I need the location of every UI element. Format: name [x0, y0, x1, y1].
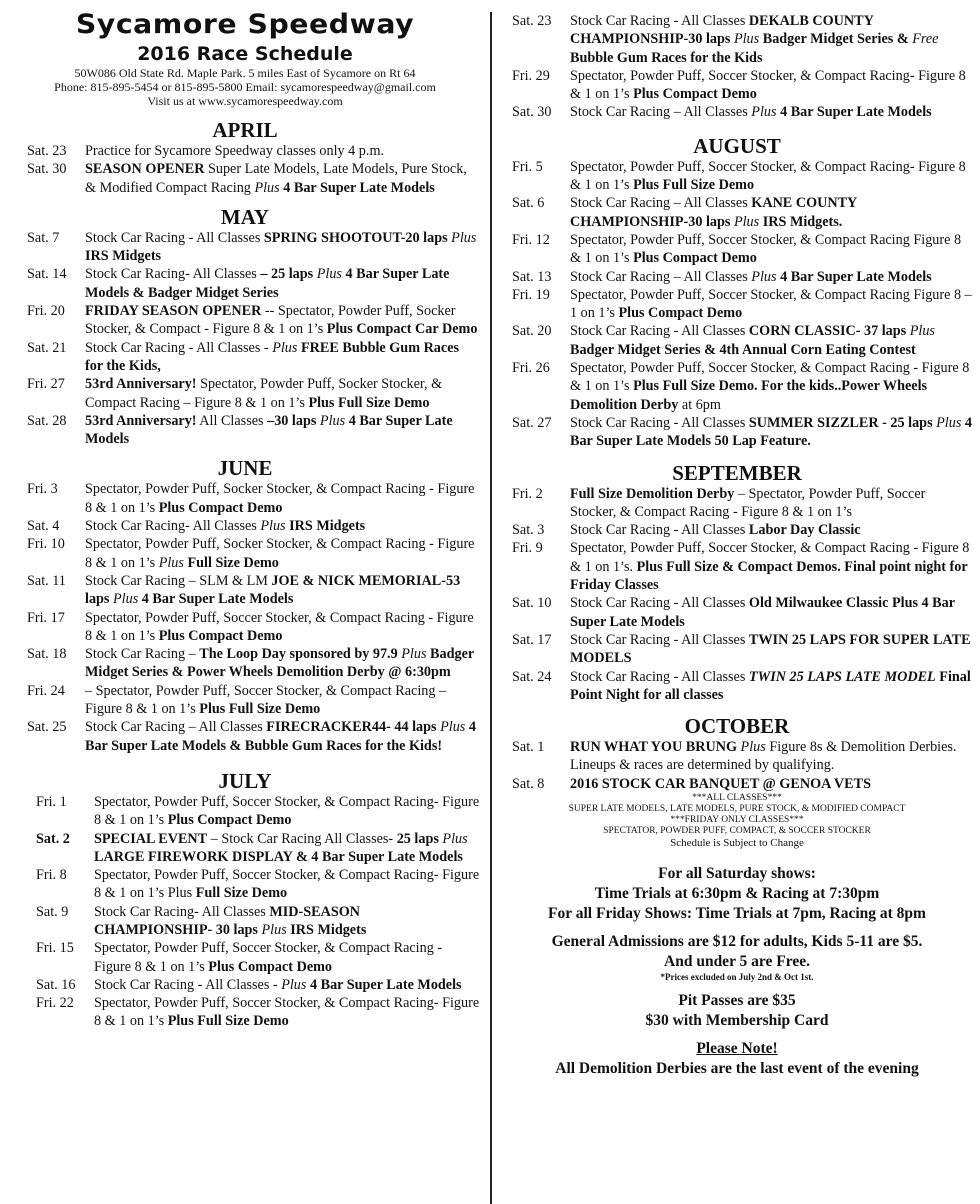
event-description	[85, 229, 490, 266]
event-text-segment: IRS Midgets	[85, 248, 162, 265]
event-row	[494, 103, 980, 121]
event-text-segment: Plus	[733, 31, 760, 48]
event-description	[570, 67, 980, 104]
event-text-segment: Plus	[254, 179, 280, 196]
event-text-segment: Plus	[319, 412, 346, 429]
event-row	[494, 12, 980, 67]
event-text-segment: Spectator, Powder Puff, Soccer Stocker, & Compact Racing- Figure 8 & 1 on 1’s Plus	[94, 867, 480, 902]
event-text-segment: Plus	[751, 268, 777, 285]
event-date: Sat. 11	[27, 572, 66, 589]
event-date: Fri. 10	[27, 536, 65, 553]
month-heading-july: JULY	[218, 768, 272, 793]
event-row	[0, 645, 490, 682]
event-row	[0, 609, 490, 646]
event-text-segment: Spectator, Powder Puff, Soccer Stocker, & Compact Racing - Figure 8 & 1 on 1’s	[94, 940, 443, 975]
friday-times: For all Friday Shows: Time Trials at 7pm, Racing at 8pm	[548, 904, 926, 922]
event-date: Fri. 2	[512, 485, 543, 502]
month-heading-august: AUGUST	[693, 133, 781, 158]
event-text-segment: Stock Car Racing - All Classes -	[85, 339, 273, 356]
event-text-segment: Stock Car Racing - All Classes	[85, 229, 264, 246]
event-description	[570, 322, 980, 359]
event-text-segment: Full Size Demo	[183, 554, 279, 571]
event-date: Sat. 23	[512, 13, 552, 29]
event-row	[494, 286, 980, 323]
event-text-segment: 4 Bar Super Late Models	[306, 976, 462, 993]
event-date: Fri. 19	[512, 286, 550, 303]
event-date: Sat. 16	[36, 976, 76, 993]
event-text-segment: – Stock Car Racing All Classes-	[207, 830, 397, 847]
event-text-segment: 4 Bar Super Late Models & Bubble Gum Races for the Kids!	[85, 719, 476, 754]
event-row	[494, 268, 980, 286]
event-text-segment: Spectator, Powder Puff, Soccer Stocker, & Compact Racing- Figure 8 & 1 on 1’s	[570, 158, 966, 194]
page-title: Sycamore Speedway	[75, 9, 415, 40]
month-heading-october: OCTOBER	[684, 714, 790, 739]
event-text-segment: Figure 8s & Demolition Derbies. Lineups & races are determined by qualifying.	[570, 739, 957, 774]
event-row	[0, 142, 490, 160]
event-row	[494, 521, 980, 539]
event-description	[570, 158, 980, 195]
month-heading-september: SEPTEMBER	[672, 460, 802, 485]
event-date: Sat. 18	[27, 646, 67, 663]
event-text-segment: Full Size Demo	[195, 885, 288, 902]
event-text-segment: MID-SEASON CHAMPIONSHIP- 30 laps	[94, 903, 361, 938]
event-text-segment: –30 laps	[267, 412, 320, 429]
event-description	[85, 718, 490, 755]
event-text-segment: Spectator, Powder Puff, Soccer Stocker, & Compact Racing- Figure 8 & 1 on 1’s	[94, 793, 480, 829]
event-text-segment: FRIDAY SEASON OPENER	[85, 303, 262, 320]
event-row	[0, 375, 490, 412]
event-date: Sat. 9	[36, 903, 69, 920]
event-description	[570, 775, 980, 793]
event-text-segment: Spectator, Powder Puff, Soccer Stocker, & Compact Racing Figure 8 – 1 on 1’s	[570, 286, 972, 322]
event-row	[494, 67, 980, 104]
event-date: Sat. 7	[27, 229, 60, 246]
event-row	[494, 738, 980, 775]
event-text-segment: Bubble Gum Races for the Kids	[570, 49, 763, 66]
event-date: Fri. 26	[512, 360, 550, 377]
event-text-segment: Plus Full Size Demo	[633, 177, 755, 194]
event-text-segment: SPECIAL EVENT	[94, 830, 208, 847]
event-description	[85, 480, 490, 517]
event-description	[94, 976, 490, 994]
event-text-segment: Stock Car Racing - All Classes	[570, 631, 749, 648]
friday-classes-list: SPECTATOR, POWDER PUFF, COMPACT, & SOCCER STOCKER	[603, 825, 871, 836]
month-heading-april: APRIL	[212, 118, 278, 142]
right-column	[494, 0, 980, 1079]
event-list-april	[0, 142, 490, 197]
event-text-segment: Plus	[440, 719, 466, 736]
event-text-segment: RUN WHAT YOU BRUNG	[570, 739, 741, 756]
event-text-segment: – Spectator, Powder Puff, Soccer Stocker, & Compact Racing - Figure 8 & 1 on 1’s	[570, 485, 926, 520]
event-description	[85, 375, 490, 412]
event-row	[0, 480, 490, 517]
event-text-segment: Spectator, Powder Puff, Soccer Stocker, & Compact Racing Figure 8 & 1 on 1’s	[570, 231, 962, 267]
demolition-derby-note: All Demolition Derbies are the last event of the evening	[555, 1059, 919, 1077]
event-text-segment: Plus	[113, 591, 139, 608]
event-text-segment: Plus	[751, 104, 777, 121]
month-heading-may: MAY	[220, 204, 270, 229]
event-text-segment: Plus Full Size & Compact Demos. Final point night for Friday Classes	[570, 558, 968, 594]
event-text-segment: Plus Compact Demo	[208, 958, 333, 975]
event-text-segment: FREE Bubble Gum Races for the Kids,	[85, 339, 460, 374]
event-row	[0, 903, 490, 940]
event-text-segment: Plus	[158, 554, 184, 571]
friday-classes-heading: ***FRIDAY ONLY CLASSES***	[670, 814, 804, 825]
event-description	[570, 231, 980, 268]
event-text-segment: The Loop Day sponsored by 97.9	[199, 646, 402, 663]
event-list-july-continued	[494, 12, 980, 122]
event-date: Sat. 3	[512, 522, 545, 539]
event-text-segment: LARGE FIREWORK DISPLAY & 4 Bar Super Late Models	[94, 848, 463, 865]
event-text-segment: Plus	[451, 229, 477, 246]
event-text-segment: CORN CLASSIC- 37 laps	[748, 323, 910, 340]
event-text-segment: Stock Car Racing – All Classes	[85, 719, 267, 736]
event-description	[570, 521, 980, 539]
event-text-segment: Stock Car Racing - All Classes	[570, 522, 749, 539]
event-text-segment: 4 Bar Super Late Models & Badger Midget Series	[85, 266, 450, 301]
event-list-august	[494, 158, 980, 451]
event-date: Sat. 24	[512, 668, 552, 685]
event-description	[94, 903, 490, 940]
schedule-disclaimer: Schedule is Subject to Change	[670, 836, 804, 849]
event-text-segment: Plus	[316, 266, 342, 283]
event-text-segment: Plus	[740, 739, 766, 756]
event-description	[94, 939, 490, 976]
event-description	[94, 830, 490, 867]
event-text-segment: SUMMER SIZZLER - 25 laps	[748, 414, 937, 431]
event-text-segment: – 25 laps	[260, 266, 317, 283]
event-text-segment: IRS Midgets.	[759, 213, 843, 230]
event-text-segment: 4 Bar Super Late Models	[776, 268, 932, 285]
event-date: Sat. 1	[512, 739, 545, 756]
event-text-segment: Stock Car Racing - All Classes	[570, 323, 749, 340]
event-text-segment: Plus	[272, 339, 298, 356]
event-date: Fri. 1	[36, 793, 67, 810]
event-list-june	[0, 480, 490, 754]
event-description	[570, 103, 980, 121]
event-date: Sat. 6	[512, 195, 545, 212]
event-text-segment: Old Milwaukee Classic Plus 4 Bar Super Late Models	[570, 595, 955, 630]
event-text-segment: Plus Compact Demo	[158, 499, 283, 516]
event-description	[85, 160, 490, 197]
event-text-segment: DEKALB COUNTY CHAMPIONSHIP-30 laps	[570, 13, 874, 48]
event-text-segment: Super Late Models, Late Models, Pure Stock, & Modified Compact Racing	[85, 161, 467, 196]
event-text-segment: 4 Bar Super Late Models	[279, 179, 435, 196]
event-text-segment: -- Spectator, Powder Puff, Socker Stocker, & Compact - Figure 8 & 1 on 1’s	[85, 303, 456, 338]
admission-under-5: And under 5 are Free.	[664, 952, 810, 970]
event-text-segment: KANE COUNTY CHAMPIONSHIP-30 laps	[570, 195, 857, 230]
event-text-segment: – Spectator, Powder Puff, Soccer Stocker, & Compact Racing – Figure 8 & 1 on 1’s	[85, 682, 447, 718]
event-description	[570, 414, 980, 451]
event-text-segment: Stock Car Racing- All Classes	[85, 518, 261, 535]
column-divider	[490, 12, 492, 1204]
event-text-segment: Plus	[401, 646, 427, 663]
event-text-segment: Stock Car Racing – All Classes	[570, 268, 752, 285]
event-date: Sat. 2	[36, 830, 70, 847]
event-row	[0, 682, 490, 719]
event-date: Fri. 3	[27, 481, 58, 498]
event-row	[0, 339, 490, 376]
event-text-segment: Spectator, Powder Puff, Soccer Stocker, & Compact Racing- Figure 8 & 1 on 1’s	[94, 995, 480, 1030]
event-text-segment: Plus Compact Demo	[633, 86, 757, 103]
event-text-segment: Plus Full Size Demo	[308, 394, 430, 411]
price-exclusion-note: *Prices excluded on July 2nd & Oct 1st.	[660, 971, 814, 982]
event-row	[494, 158, 980, 195]
event-date: Fri. 24	[27, 682, 65, 699]
event-row	[0, 412, 490, 449]
event-text-segment: Stock Car Racing –	[85, 646, 200, 663]
event-date: Sat. 27	[512, 414, 552, 431]
event-text-segment: Plus Full Size Demo	[167, 1013, 289, 1030]
event-description	[85, 142, 490, 160]
event-text-segment: Plus Compact Demo	[167, 812, 292, 829]
event-text-segment: Spectator, Powder Puff, Socker Stocker, & Compact Racing – Figure 8 & 1 on 1’s	[85, 376, 443, 411]
event-date: Sat. 13	[512, 268, 552, 285]
event-text-segment: Plus	[261, 921, 287, 938]
event-date: Sat. 28	[27, 412, 67, 429]
event-date: Fri. 8	[36, 867, 67, 884]
event-description	[570, 268, 980, 286]
please-note-heading: Please Note!	[696, 1039, 778, 1057]
event-text-segment: SPRING SHOOTOUT-20 laps	[263, 229, 452, 246]
event-date: Sat. 23	[27, 143, 67, 159]
event-row	[0, 994, 490, 1031]
event-description	[85, 645, 490, 682]
event-text-segment: Spectator, Powder Puff, Soccer Stocker, & Compact Racing - Figure 8 & 1 on 1’s	[85, 609, 474, 644]
event-row	[0, 793, 490, 830]
event-date: Fri. 27	[27, 376, 65, 393]
all-classes-list: SUPER LATE MODELS, LATE MODELS, PURE STOCK, & MODIFIED COMPACT	[568, 803, 906, 814]
event-text-segment: Plus	[936, 414, 962, 431]
event-row	[0, 718, 490, 755]
event-row	[494, 631, 980, 668]
event-text-segment: All Classes	[196, 412, 268, 429]
event-text-segment: Stock Car Racing - All Classes	[570, 13, 749, 29]
event-text-segment: Plus Compact Demo	[158, 627, 283, 644]
event-description	[570, 539, 980, 594]
saturday-times: Time Trials at 6:30pm & Racing at 7:30pm	[594, 884, 880, 902]
event-text-segment: Stock Car Racing - All Classes	[570, 414, 749, 431]
event-text-segment: 2016 STOCK CAR BANQUET @ GENOA VETS	[570, 775, 871, 792]
event-date: Sat. 20	[512, 323, 552, 340]
event-description	[85, 682, 490, 719]
event-text-segment: Badger Midget Series &	[759, 31, 913, 48]
event-date: Fri. 20	[27, 303, 65, 320]
event-text-segment: Badger Midget Series & 4th Annual Corn Eating Contest	[570, 341, 916, 358]
event-date: Fri. 9	[512, 540, 543, 557]
event-row	[494, 322, 980, 359]
event-text-segment: Stock Car Racing - All Classes	[570, 595, 749, 612]
saturday-heading: For all Saturday shows:	[658, 864, 816, 882]
event-date: Sat. 30	[512, 104, 552, 121]
pit-pass-price: Pit Passes are $35	[678, 991, 796, 1009]
website: Visit us at www.sycamorespeedway.com	[147, 94, 343, 108]
event-description	[570, 485, 980, 522]
event-text-segment: FIRECRACKER44- 44 laps	[266, 719, 441, 736]
month-heading-june: JUNE	[217, 456, 273, 481]
event-date: Fri. 12	[512, 231, 550, 248]
event-description	[94, 793, 490, 830]
event-text-segment: Labor Day Classic	[748, 522, 861, 539]
event-date: Sat. 14	[27, 266, 67, 283]
event-date: Fri. 17	[27, 609, 65, 626]
event-text-segment: Plus	[281, 976, 307, 993]
event-text-segment: Stock Car Racing - All Classes -	[94, 976, 282, 993]
event-row	[494, 194, 980, 231]
event-description	[570, 738, 980, 775]
event-text-segment: 53rd Anniversary!	[85, 376, 197, 393]
event-text-segment: Spectator, Powder Puff, Socker Stocker, & Compact Racing - Figure 8 & 1 on 1’s	[85, 536, 475, 571]
event-date: Sat. 25	[27, 719, 67, 736]
event-row	[0, 229, 490, 266]
event-text-segment: at 6pm	[681, 396, 721, 413]
event-text-segment: Plus Compact Demo	[618, 305, 743, 322]
event-text-segment: Stock Car Racing – SLM & LM	[85, 572, 272, 589]
page-subtitle: 2016 Race Schedule	[137, 43, 353, 65]
event-text-segment: Spectator, Powder Puff, Soccer Stocker, & Compact Racing- Figure 8 & 1 on 1’s	[570, 67, 966, 103]
admission-prices: General Admissions are $12 for adults, Kids 5-11 are $5.	[551, 932, 923, 950]
event-description	[570, 631, 980, 668]
event-text-segment: Plus	[442, 830, 468, 847]
event-row	[494, 775, 980, 793]
event-text-segment: Spectator, Powder Puff, Soccer Stocker, & Compact Racing - Figure 8 & 1 on 1’s.	[570, 540, 970, 575]
event-list-september	[494, 485, 980, 705]
event-text-segment: Stock Car Racing – All Classes	[570, 195, 752, 212]
event-row	[494, 485, 980, 522]
event-text-segment: Plus Full Size Demo	[199, 701, 321, 718]
event-row	[0, 535, 490, 572]
event-text-segment: Plus	[733, 213, 760, 230]
event-description	[85, 412, 490, 449]
event-row	[0, 866, 490, 903]
event-text-segment: 4 Bar Super Late Models	[138, 591, 294, 608]
event-text-segment: Badger Midget Series & Power Wheels Demolition Derby @ 6:30pm	[85, 646, 474, 681]
event-text-segment: Practice for Sycamore Speedway classes only 4 p.m.	[85, 143, 385, 159]
event-list-may	[0, 229, 490, 449]
event-description	[85, 609, 490, 646]
event-date: Sat. 30	[27, 161, 67, 178]
event-text-segment: Free	[912, 31, 939, 48]
event-date: Sat. 10	[512, 595, 552, 612]
event-text-segment: Plus	[909, 323, 935, 340]
event-description	[570, 594, 980, 631]
event-description	[570, 668, 980, 705]
event-description	[85, 535, 490, 572]
event-text-segment: IRS Midgets	[286, 921, 367, 938]
event-text-segment: Plus	[260, 518, 286, 535]
event-row	[494, 668, 980, 705]
event-text-segment: Stock Car Racing- All Classes	[85, 266, 261, 283]
event-row	[494, 359, 980, 414]
event-row	[0, 517, 490, 535]
event-description	[94, 994, 490, 1031]
event-text-segment: 4 Bar Super Late Models	[776, 104, 932, 121]
event-date: Sat. 8	[512, 775, 545, 792]
event-list-october	[494, 738, 980, 793]
event-text-segment: IRS Midgets	[285, 518, 366, 535]
event-description	[570, 12, 980, 67]
event-text-segment: Stock Car Racing – All Classes	[570, 104, 752, 121]
event-date: Fri. 29	[512, 67, 550, 84]
event-text-segment: Stock Car Racing- All Classes	[94, 903, 270, 920]
event-text-segment: Final Point Night for all classes	[570, 668, 971, 703]
event-text-segment: Plus Compact Demo	[633, 250, 757, 267]
contact-info: Phone: 815-895-5454 or 815-895-5800 Email: sycamorespeedway@gmail.com	[54, 80, 436, 94]
event-date: Fri. 5	[512, 158, 543, 175]
event-list-july	[0, 793, 490, 1031]
event-date: Sat. 21	[27, 339, 67, 356]
event-text-segment: Plus Compact Car Demo	[326, 321, 478, 338]
event-date: Sat. 4	[27, 518, 60, 535]
event-row	[0, 939, 490, 976]
event-date: Fri. 15	[36, 940, 74, 957]
event-description	[570, 286, 980, 323]
event-row	[494, 231, 980, 268]
event-text-segment: Full Size Demolition Derby	[570, 485, 735, 502]
event-text-segment: 25 laps	[396, 830, 443, 847]
event-description	[570, 194, 980, 231]
event-text-segment: 4 Bar Super Late Models	[85, 412, 453, 448]
pit-pass-member-price: $30 with Membership Card	[645, 1011, 829, 1029]
event-description	[85, 339, 490, 376]
event-text-segment: SEASON OPENER	[85, 161, 205, 178]
event-text-segment: TWIN 25 LAPS LATE MODEL	[748, 668, 936, 685]
event-description	[85, 572, 490, 609]
event-text-segment: Plus Full Size Demo. For the kids..Power Wheels Demolition Derby	[570, 378, 928, 413]
event-description	[570, 359, 980, 414]
event-row	[0, 265, 490, 302]
event-text-segment: Spectator, Powder Puff, Socker Stocker, & Compact Racing - Figure 8 & 1 on 1’s	[85, 481, 475, 516]
event-description	[85, 265, 490, 302]
event-text-segment: JOE & NICK MEMORIAL-53 laps	[85, 572, 461, 608]
event-row	[494, 539, 980, 594]
address: 50W086 Old State Rd. Maple Park. 5 miles East of Sycamore on Rt 64	[74, 66, 416, 80]
event-row	[494, 594, 980, 631]
event-row	[0, 160, 490, 197]
event-row	[0, 830, 490, 867]
event-description	[85, 517, 490, 535]
all-classes-heading: ***ALL CLASSES***	[692, 792, 782, 803]
event-date: Fri. 22	[36, 995, 74, 1012]
event-text-segment: Spectator, Powder Puff, Soccer Stocker, & Compact Racing - Figure 8 & 1 on 1’s	[570, 360, 970, 395]
event-date: Sat. 17	[512, 631, 552, 648]
event-text-segment: 4 Bar Super Late Models 50 Lap Feature.	[570, 414, 973, 450]
event-row	[0, 302, 490, 339]
event-text-segment: TWIN 25 LAPS FOR SUPER LATE MODELS	[570, 631, 971, 667]
event-row	[494, 414, 980, 451]
event-description	[85, 302, 490, 339]
event-text-segment: 53rd Anniversary!	[85, 412, 197, 429]
left-column	[0, 0, 490, 1031]
event-description	[94, 866, 490, 903]
event-text-segment: Stock Car Racing - All Classes	[570, 668, 749, 685]
event-row	[0, 572, 490, 609]
event-row	[0, 976, 490, 994]
